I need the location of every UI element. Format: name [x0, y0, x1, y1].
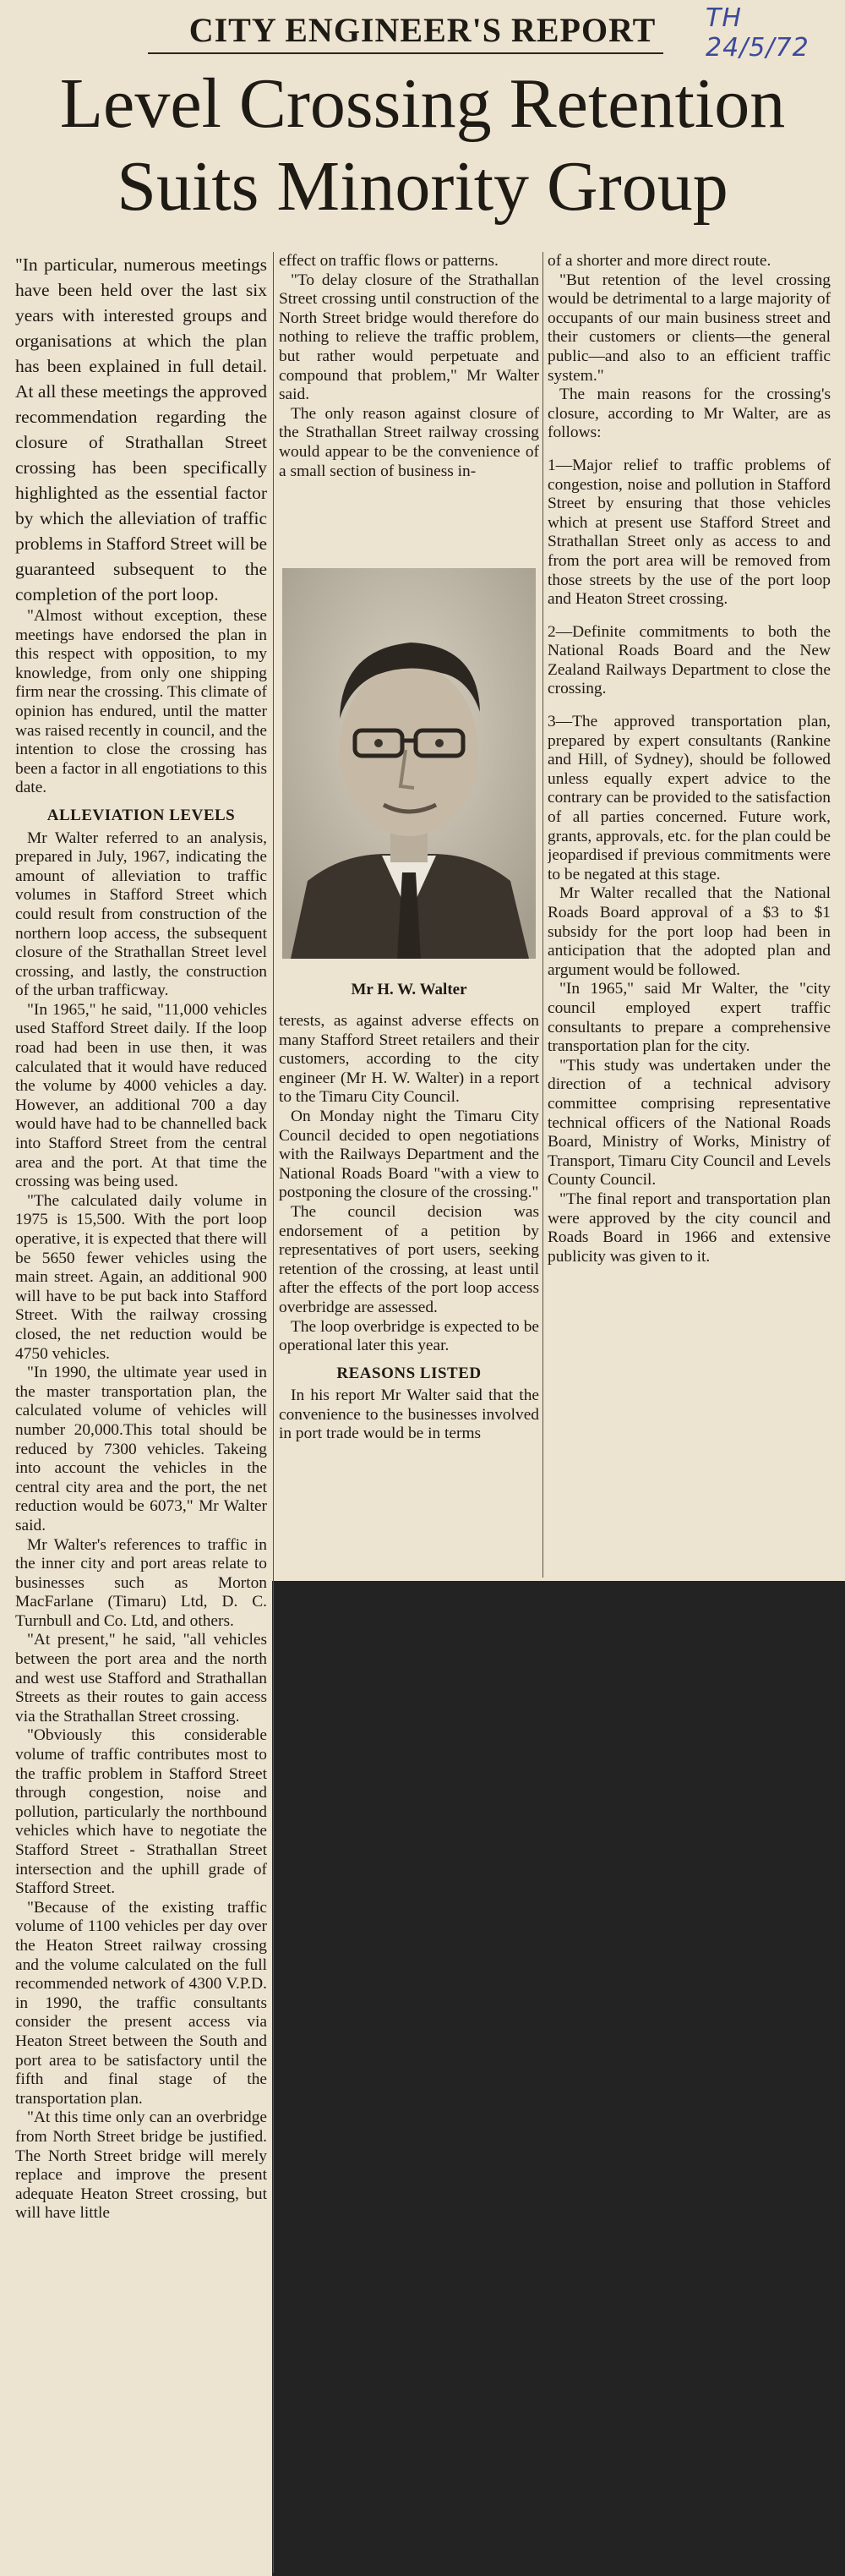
- reason-2: 2—Definite commitments to both the National Roads Board and the New Zealand Railways Department to close the crossing.: [548, 622, 831, 698]
- portrait-image: [282, 568, 536, 959]
- paragraph: "The final report and transportation plan were approved by the city council and Roads Board in 1966 and extensive publicity was given to it.: [548, 1190, 831, 1266]
- kicker-underline: [148, 52, 663, 54]
- paragraph: "In 1965," said Mr Walter, the "city council employed expert traffic consultants to prepare a comprehensive transportation plan for the city.: [548, 980, 831, 1056]
- paragraph: On Monday night the Timaru City Council decided to open negotiations with the Railways Department and the National Roads Board "with a view to postponing the closure of the crossing.": [279, 1107, 539, 1202]
- kicker-heading: CITY ENGINEER'S REPORT: [188, 11, 657, 49]
- lead-paragraph: "In particular, numerous meetings have been held over the last six years with interested groups and organisations at which the plan has been explained in full detail. At all these meetings the approved recommendation regarding the closure of Strathallan Street crossing has been specifically highlighted as the essential factor by which the alleviation of traffic problems in Stafford Street will be guaranteed subsequent to the completion of the port loop.: [15, 254, 267, 604]
- article-column-2-bottom: [279, 1012, 539, 1577]
- paragraph: In his report Mr Walter said that the convenience to the businesses involved in port trade would be in terms: [279, 1386, 539, 1443]
- paragraph: "At this time only can an overbridge from North Street bridge be justified. The North Street bridge will merely replace and improve the present adequate Heaton Street crossing, but will have little: [15, 2108, 267, 2223]
- paragraph: The main reasons for the crossing's closure, according to Mr Walter, are as follows:: [548, 386, 831, 442]
- paragraph: The loop overbridge is expected to be operational later this year.: [279, 1317, 539, 1355]
- headline: [0, 63, 845, 228]
- subheading-alleviation-levels: ALLEVIATION LEVELS: [46, 806, 236, 824]
- paragraph: of a shorter and more direct route.: [548, 252, 771, 270]
- paragraph: "At present," he said, "all vehicles between the port area and the north and west use Stafford and Strathallan Streets as their routes to gain access via the Strathallan Street crossing.: [15, 1631, 267, 1726]
- paragraph: terests, as against adverse effects on many Stafford Street retailers and their customers, according to the city engineer (Mr H. W. Walter) in a report to the Timaru City Council.: [279, 1012, 539, 1107]
- reason-3: 3—The approved transportation plan, prepared by expert consultants (Rankine and Hill, of Sydney), should be followed unless equally expert advice to the contrary can be provided to the satisfaction of all parties concerned. Future work, grants, approvals, etc. for the plan could be jeopardised if previous commitments were to be negated at this stage.: [548, 713, 831, 883]
- paragraph: "This study was undertaken under the direction of a technical advisory committee comprising representative technical officers of the National Roads Board, Ministry of Works, Ministry of Transport, Timaru City Council and Levels County Council.: [548, 1056, 831, 1190]
- paragraph: effect on traffic flows or patterns.: [279, 252, 499, 270]
- paragraph: The only reason against closure of the Strathallan Street railway crossing would appear to be the convenience of a small section of business in-: [279, 404, 539, 480]
- paragraph: Mr Walter referred to an analysis, prepared in July, 1967, indicating the amount of alleviation to traffic volumes in Stafford Street which could result from construction of the northern loop access, the subsequent closure of the Strathallan Street level crossing, and lastly, the construction of the urban trafficway.: [15, 829, 267, 1000]
- paragraph: "The calculated daily volume in 1975 is 15,500. With the port loop operative, it is expected that there will be 5650 fewer vehicles using the main street. Again, an additional 900 will have to be put back into Stafford Street. With the railway crossing closed, the net reduction would be 4750 vehicles.: [15, 1191, 267, 1363]
- paragraph: "Obviously this considerable volume of traffic contributes most to the traffic problem in Stafford Street through congestion, noise and pollution, particularly the northbound vehicles which have to negotiate the Stafford Street - Strathallan Street intersection and the uphill grade of Stafford Street.: [15, 1726, 267, 1898]
- paragraph: "Almost without exception, these meetings have endorsed the plan in this respect with opposition, to my knowledge, from only one shipping firm near the crossing. This climate of opinion has endured, until the matter was raised recently in council, and the intention to close the crossing has been a factor in all engotiations to this date.: [15, 607, 267, 797]
- article-column-3: [548, 252, 831, 1578]
- handwritten-date-note: TH 24/5/72: [706, 3, 810, 63]
- column-rule-1: [273, 252, 274, 2573]
- photo-caption: Mr H. W. Walter: [351, 981, 467, 998]
- paragraph: The council decision was endorsement of a petition by representatives of port users, seeking retention of the crossing, at least until after the effects of the port loop access overbridge are assessed.: [279, 1202, 539, 1316]
- article-column-1: [15, 252, 267, 2573]
- paragraph: "But retention of the level crossing would be detrimental to a large majority of occupants of our main business street and their customers or clients—the general public—and also to an efficient traffic system.": [548, 271, 831, 385]
- paragraph: Mr Walter recalled that the National Roads Board approval of a $3 to $1 subsidy for the port loop had been in anticipation that the adopted plan and argument would be followed.: [548, 884, 831, 979]
- reason-1: 1—Major relief to traffic problems of congestion, noise and pollution in Stafford Street by ensuring that those vehicles which at present use Stafford Street and Strathallan Street only as access to and from the port area will be removed from those streets by the use of the port loop and Heaton Street crossing.: [548, 456, 831, 609]
- paragraph: "In 1965," he said, "11,000 vehicles used Stafford Street daily. If the loop road had been in use then, it was calculated that it would have reduced the volume by 4000 vehicles a day. However, an additional 700 a day would have had to be channelled back into Stafford Street from the central area and the port. At that time the crossing was being used.: [15, 1000, 267, 1191]
- portrait-photo: [282, 568, 536, 959]
- column-rule-2: [542, 252, 543, 1578]
- paragraph: "Because of the existing traffic volume of 1100 vehicles per day over the Heaton Street railway crossing and the volume calculated on the full recommended network of 4300 V.P.D. in 1990, the traffic consultants consider the present access via Heaton Street between the South and port area to be satisfactory until the fifth and final stage of the transportation plan.: [15, 1898, 267, 2108]
- headline-line-2: Suits Minority Group: [117, 147, 728, 226]
- subheading-reasons-listed: REASONS LISTED: [336, 1364, 482, 1382]
- paragraph: "In 1990, the ultimate year used in the master transportation plan, the calculated volume of vehicles will number 20,000.This total should be reduced by 7300 vehicles. Takeing into account the vehicles in the central city area and the port, the net reduction would be 6073," Mr Walter said.: [15, 1364, 267, 1534]
- paragraph: Mr Walter's references to traffic in the inner city and port areas relate to businesses such as Morton MacFarlane (Timaru) Ltd, D. C. Turnbull and Co. Ltd, and others.: [15, 1535, 267, 1630]
- headline-line-1: Level Crossing Retention: [59, 64, 786, 143]
- paragraph: "To delay closure of the Strathallan Street crossing until construction of the North Street bridge would therefore do nothing to relieve the traffic problem, but rather would perpetuate and compound that problem," Mr Walter said.: [279, 271, 539, 404]
- article-column-2-top: [279, 252, 539, 548]
